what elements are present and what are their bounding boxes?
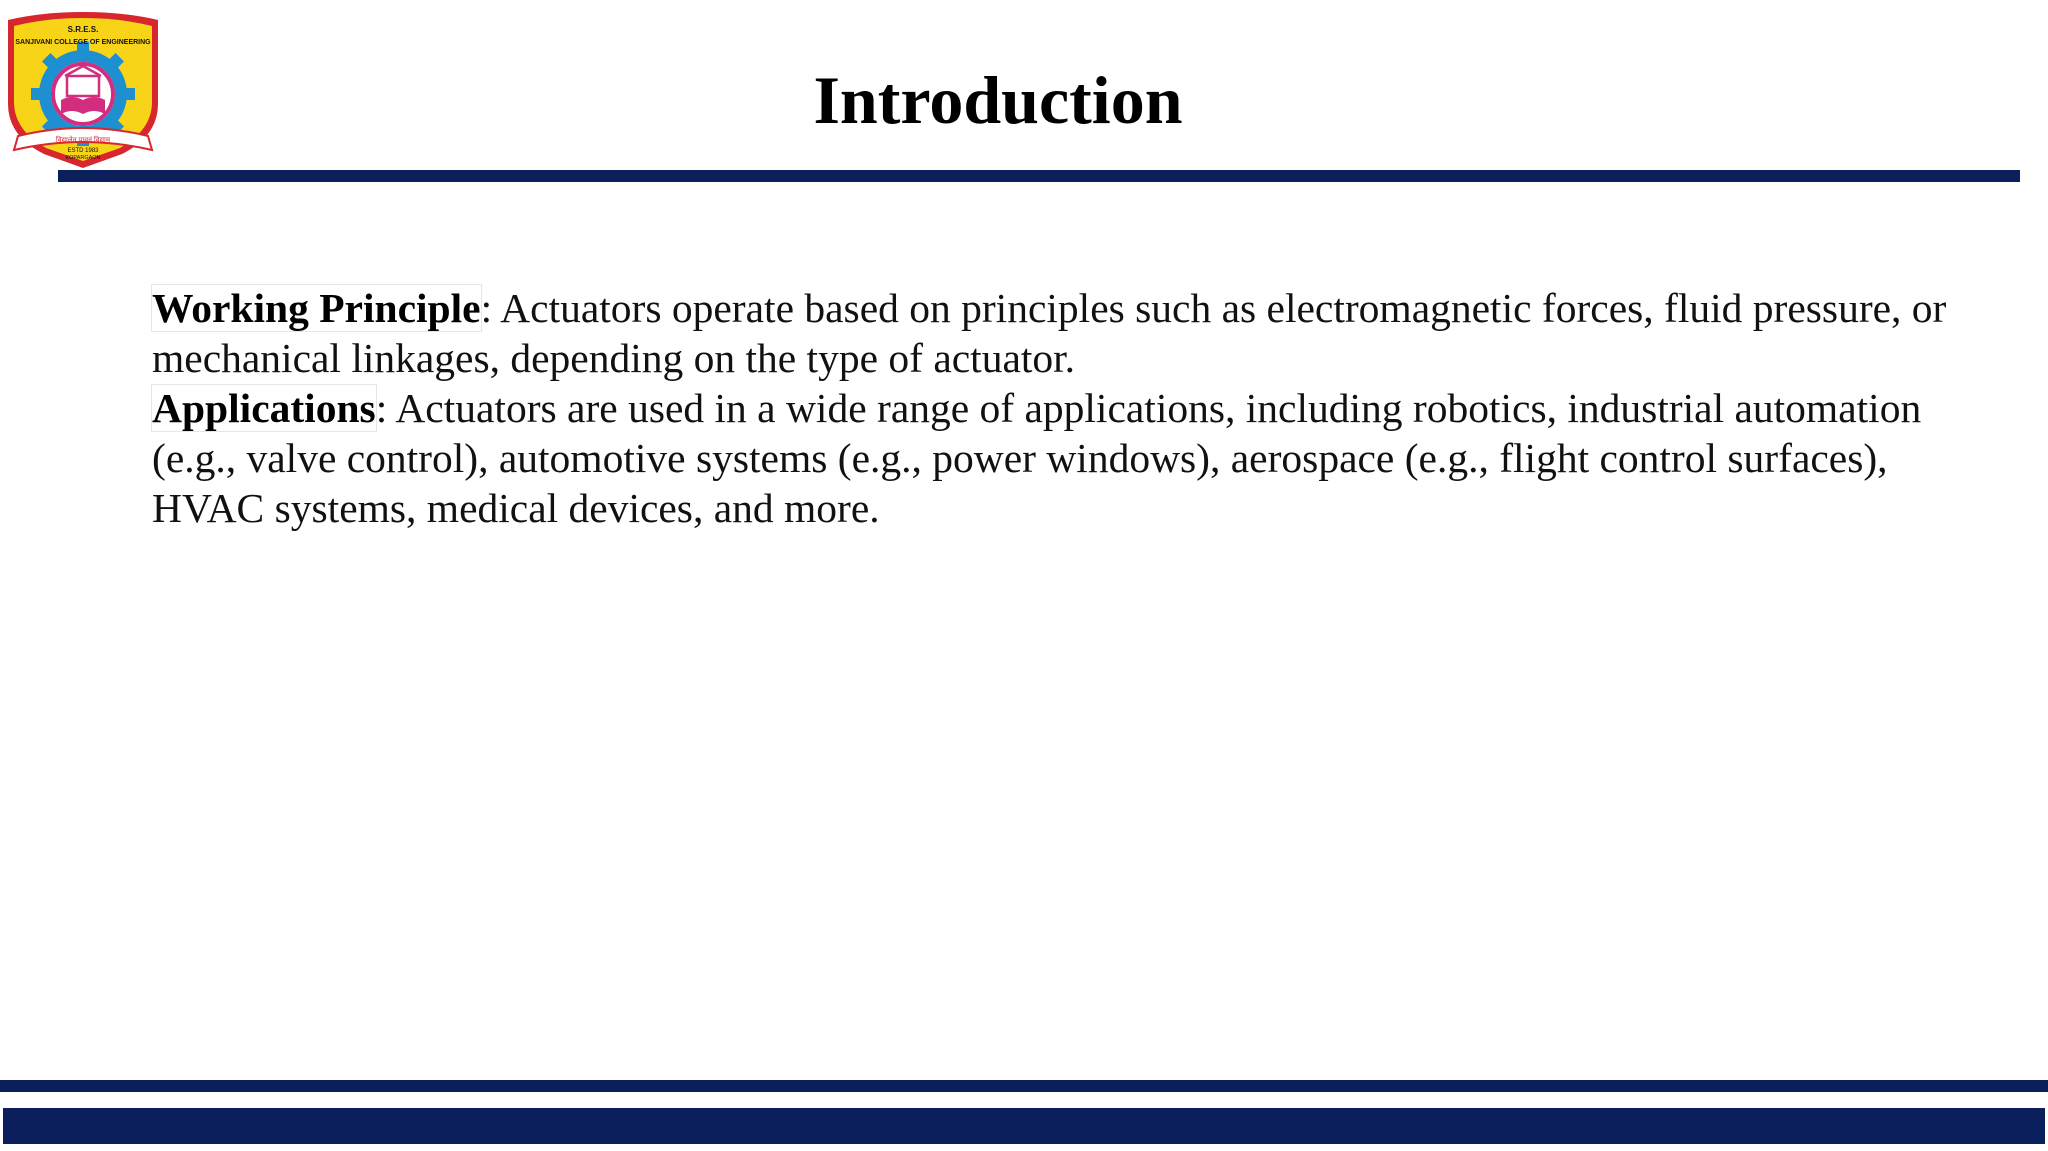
applications-term: Applications bbox=[152, 385, 376, 431]
working-principle-paragraph bbox=[152, 283, 2002, 383]
logo-motto: विद्यालेन पावनं विद्याम् bbox=[55, 137, 111, 144]
working-principle-term: Working Principle bbox=[152, 285, 481, 331]
applications-paragraph bbox=[152, 383, 2002, 533]
logo-org-initials: S.R.E.S. bbox=[67, 25, 99, 34]
title-underline-rule bbox=[58, 170, 2020, 182]
slide-body bbox=[152, 283, 2002, 533]
footer-rule bbox=[0, 1080, 2048, 1092]
applications-text: : Actuators are used in a wide range of applications, including robotics, industrial automation (e.g., valve control), automotive systems (e.g., power windows), aerospace (e.g., flight control surfaces), HVAC systems, medical devices, and more. bbox=[152, 385, 1922, 531]
logo-college-name: SANJIVANI COLLEGE OF ENGINEERING bbox=[15, 39, 151, 46]
logo-established: ESTD 1983 bbox=[67, 148, 99, 154]
logo-place: KOPARGAON bbox=[65, 155, 101, 161]
slide-title: Introduction bbox=[813, 62, 1183, 138]
footer-band bbox=[3, 1108, 2045, 1144]
working-principle-text: : Actuators operate based on principles such as electromagnetic forces, fluid pressure, or mechanical linkages, depending on the type of actuator. bbox=[152, 285, 1947, 381]
